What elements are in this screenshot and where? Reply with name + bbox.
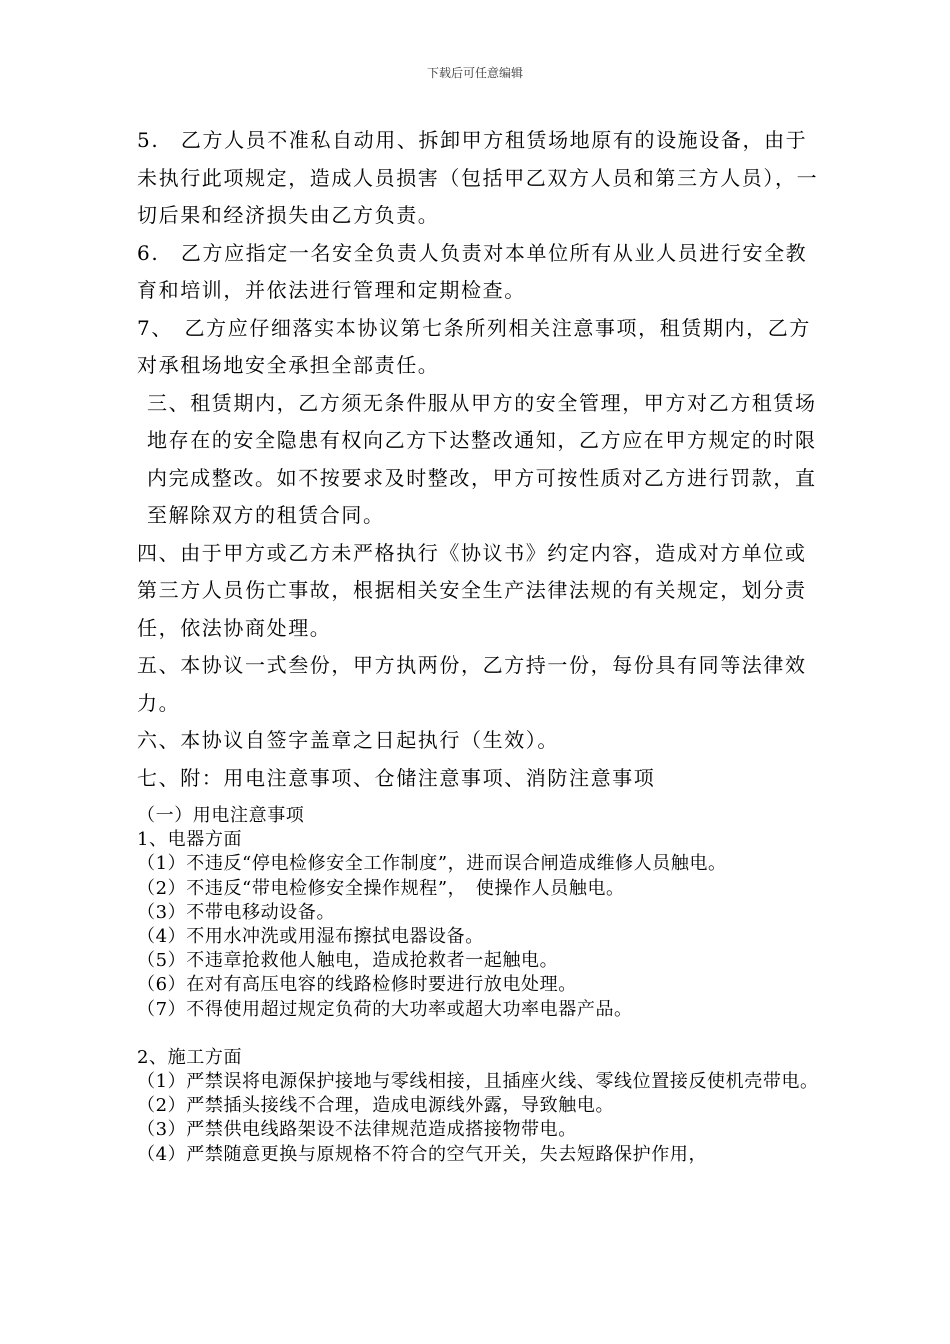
list-item: （3）不带电移动设备。 [137, 901, 336, 923]
list-item: （2）不违反“带电检修安全操作规程”， 使操作人员触电。 [137, 877, 625, 899]
list-item: （1）不违反“停电检修安全工作制度”，进而误合闸造成维修人员触电。 [137, 853, 727, 875]
document-body [137, 122, 827, 1167]
section-6: 六、本协议自签字盖章之日起执行（生效）。 [137, 728, 559, 752]
clause-5: 5. 乙方人员不准私自动用、拆卸甲方租赁场地原有的设施设备，由于未执行此项规定，造成人员损害（包括甲乙双方人员和第三方人员），一切后果和经济损失由乙方负责。 [137, 128, 819, 227]
list-item: （5）不违章抢救他人触电，造成抢救者一起触电。 [137, 950, 559, 972]
spacer [137, 1022, 827, 1046]
section-4: 四、由于甲方或乙方未严格执行《协议书》约定内容，造成对方单位或第三方人员伤亡事故，根据相关安全生产法律法规的有关规定，划分责任，依法协商处理。 [137, 540, 807, 640]
electric-notes-title: （一）用电注意事项 [137, 805, 305, 826]
construction-heading: 2、施工方面 [137, 1046, 243, 1068]
list-item: （4）不用水冲洗或用湿布擦拭电器设备。 [137, 926, 484, 948]
clause-7: 7、 乙方应仔细落实本协议第七条所列相关注意事项，租赁期内，乙方对承租场地安全承担全部责任。 [137, 315, 811, 377]
electric-appliance-heading: 1、电器方面 [137, 829, 243, 851]
list-item: （3）严禁供电线路架设不法律规范造成搭接物带电。 [137, 1119, 577, 1141]
section-7: 七、附：用电注意事项、仓储注意事项、消防注意事项 [137, 765, 656, 790]
section-5: 五、本协议一式叁份，甲方执两份，乙方持一份，每份具有同等法律效力。 [137, 653, 807, 715]
page-header: 下载后可任意编辑 [426, 66, 523, 80]
clause-6: 6. 乙方应指定一名安全负责人负责对本单位所有从业人员进行安全教育和培训，并依法进行管理和定期检查。 [137, 240, 808, 302]
list-item: （1）严禁误将电源保护接地与零线相接，且插座火线、零线位置接反使机壳带电。 [137, 1071, 819, 1093]
list-item: （2）严禁插头接线不合理，造成电源线外露，导致触电。 [137, 1095, 615, 1117]
list-item: （6）在对有高压电容的线路检修时要进行放电处理。 [137, 974, 577, 996]
section-3: 三、租赁期内，乙方须无条件服从甲方的安全管理，甲方对乙方租赁场地存在的安全隐患有权向乙方下达整改通知，乙方应在甲方规定的时限内完成整改。如不按要求及时整改，甲方可按性质对乙方进行罚款，直至解除双方的租赁合同。 [147, 390, 817, 527]
list-item: （7）不得使用超过规定负荷的大功率或超大功率电器产品。 [137, 998, 633, 1020]
list-item: （4）严禁随意更换与原规格不符合的空气开关，失去短路保护作用， [137, 1143, 708, 1165]
electric-notes [137, 804, 827, 1167]
